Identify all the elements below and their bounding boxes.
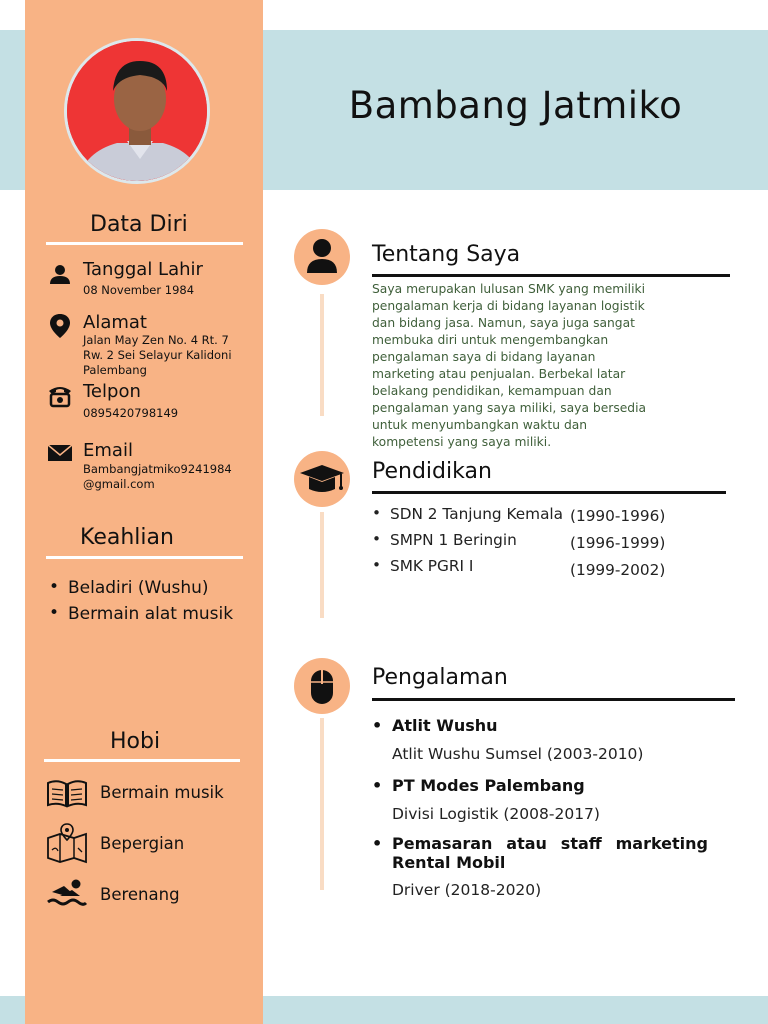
telpon-value: 0895420798149 [83, 406, 179, 420]
profile-photo [64, 38, 210, 184]
school-name: • SMK PGRI I [390, 557, 473, 575]
open-book-icon [46, 778, 88, 816]
alamat-label: Alamat [83, 312, 147, 333]
hobi-divider [44, 759, 240, 762]
school-name: • SDN 2 Tanjung Kemala [390, 505, 563, 523]
timeline-segment [320, 512, 324, 618]
location-pin-icon [48, 313, 74, 339]
school-years: (1996-1999) [570, 534, 666, 552]
data-diri-heading: Data Diri [90, 212, 188, 237]
job-title: • Pemasaran atau staff marketing Rental Mobil [392, 834, 708, 872]
tentang-saya-heading: Tentang Saya [372, 242, 521, 267]
keahlian-item: • Bermain alat musik [68, 604, 233, 624]
timeline-segment [320, 294, 324, 416]
envelope-icon [47, 443, 73, 469]
hobi-heading: Hobi [110, 729, 161, 754]
school-name: • SMPN 1 Beringin [390, 531, 517, 549]
school-years: (1990-1996) [570, 507, 666, 525]
timeline-segment [320, 718, 324, 890]
keahlian-heading: Keahlian [80, 525, 174, 550]
email-label: Email [83, 440, 133, 461]
full-name: Bambang Jatmiko [348, 84, 683, 127]
telpon-label: Telpon [83, 381, 141, 402]
person-icon [294, 229, 350, 285]
job-detail: Atlit Wushu Sumsel (2003-2010) [392, 745, 644, 763]
email-line-1: Bambangjatmiko9241984 [83, 462, 232, 476]
hobi-item-label: Bermain musik [100, 783, 224, 802]
job-detail: Divisi Logistik (2008-2017) [392, 805, 600, 823]
pengalaman-divider [372, 698, 735, 701]
pengalaman-heading: Pengalaman [372, 665, 508, 690]
data-diri-divider [46, 242, 243, 245]
tentang-saya-divider [372, 274, 730, 277]
tentang-saya-text: Saya merupakan lulusan SMK yang memiliki pengalaman kerja di bidang layanan logistik dan bidang jasa. Namun, saya juga sangat membuka diri untuk mengembangkan pengalaman saya di bidang layanan marketing atau penjualan. Berbekal latar belakang pendidikan, kemampuan dan pengalaman yang saya miliki, saya bersedia untuk menyumbangkan waktu dan kompetensi yang saya miliki. [372, 282, 647, 449]
job-title: • PT Modes Palembang [392, 776, 708, 795]
pendidikan-heading: Pendidikan [372, 459, 492, 484]
keahlian-divider [46, 556, 243, 559]
tanggal-lahir-value: 08 November 1984 [83, 283, 195, 297]
mouse-icon [294, 658, 350, 714]
school-years: (1999-2002) [570, 561, 666, 579]
telephone-icon [47, 382, 73, 408]
email-line-2: @gmail.com [83, 477, 155, 491]
pendidikan-divider [372, 491, 726, 494]
hobi-item-label: Bepergian [100, 834, 185, 853]
hobi-item-label: Berenang [100, 885, 180, 904]
graduation-cap-icon [294, 451, 350, 507]
swimmer-icon [46, 876, 88, 914]
keahlian-item: • Beladiri (Wushu) [68, 578, 209, 598]
job-detail: Driver (2018-2020) [392, 881, 542, 899]
alamat-line-2: Rw. 2 Sei Selayur Kalidoni [83, 348, 232, 362]
tanggal-lahir-label: Tanggal Lahir [83, 259, 203, 280]
job-title: • Atlit Wushu [392, 716, 708, 735]
person-icon [47, 262, 73, 288]
map-icon [46, 822, 88, 860]
alamat-line-3: Palembang [83, 363, 147, 377]
alamat-line-1: Jalan May Zen No. 4 Rt. 7 [83, 333, 229, 347]
